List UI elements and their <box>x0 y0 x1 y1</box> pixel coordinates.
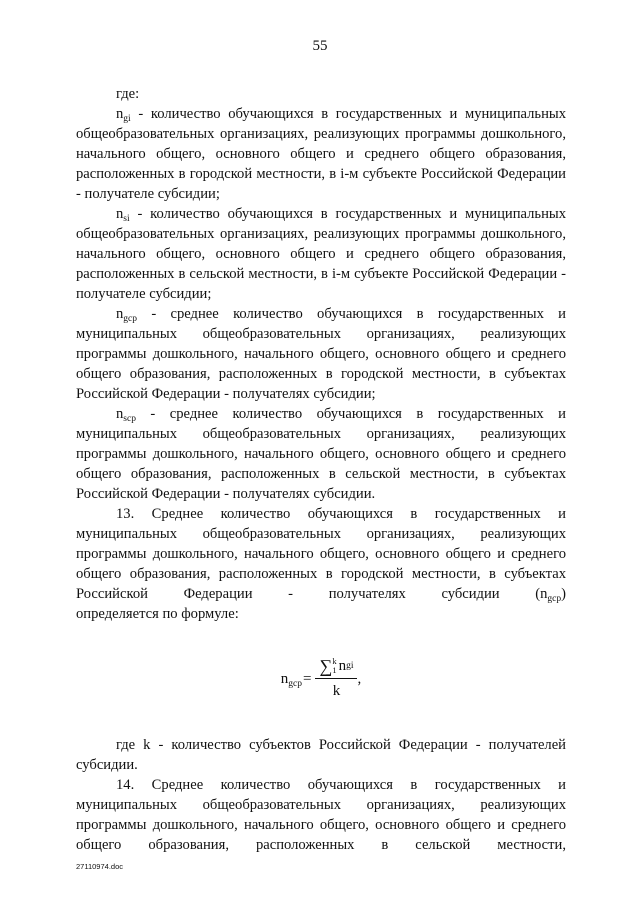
intro-text: где: <box>116 86 140 102</box>
numerator-variable: n <box>338 658 347 674</box>
closing-paren: ) <box>561 586 566 602</box>
definition-text: - среднее количество обучающихся в государственных и муниципальных общеобразовательных организациях, реализующих программы дошкольного, начального общего, основного общего и среднего общего образования, расположенных в сельской местности, в субъектах Российской Федерации - получателях субсидии. <box>76 406 566 502</box>
variable: n <box>116 106 124 122</box>
lhs-subscript: gcp <box>288 678 302 689</box>
sum-symbol: ∑ <box>319 656 333 676</box>
document-body <box>76 84 566 855</box>
variable-subscript: gcp <box>547 594 562 604</box>
definition-text: - количество обучающихся в государственных и муниципальных общеобразовательных организациях, реализующих программы дошкольного, начального общего, основного общего и среднего общего образования, расположенных в сельской местности, в i-м субъекте Российской Федерации - получателе субсидии; <box>76 206 566 302</box>
variable-subscript: gi <box>123 114 131 124</box>
footer-filename: 27110974.doc <box>76 862 123 871</box>
variable-subscript: scp <box>123 414 136 424</box>
paragraph-13-tail: определяется по формуле: <box>76 606 239 622</box>
definition-nscp <box>76 404 566 504</box>
lhs-variable: n <box>280 670 289 687</box>
variable: n <box>116 306 124 322</box>
definition-text: - количество обучающихся в государственных и муниципальных общеобразовательных организациях, реализующих программы дошкольного, начального общего, основного общего и среднего общего образования, расположенных в городской местности, в i-м субъекте Российской Федерации - получателе субсидии; <box>76 106 566 202</box>
paragraph-14: 14. Среднее количество обучающихся в государственных и муниципальных общеобразовательных организациях, реализующих программы дошкольного, начального общего, основного общего и среднего общего образования, расположенных в сельской местности, <box>76 777 566 853</box>
fraction <box>315 656 357 701</box>
variable: n <box>116 406 124 422</box>
definition-ngcp <box>76 304 566 404</box>
sum-upper-limit: k <box>332 656 337 666</box>
numerator: ∑ k 1 n gi <box>315 656 357 679</box>
definition-text: - среднее количество обучающихся в государственных и муниципальных общеобразовательных организациях, реализующих программы дошкольного, начального общего, основного общего и среднего общего образования, расположенных в городской местности, в субъектах Российской Федерации - получателях субсидии; <box>76 306 566 402</box>
paragraph-text: 13. Среднее количество обучающихся в государственных и муниципальных общеобразовательных организациях, реализующих программы дошкольного, начального общего, основного общего и среднего общего образования, расположенных в городской местности, в субъектах Российской Федерации - получателях субсидии ( <box>76 506 566 602</box>
formula <box>76 656 566 701</box>
variable-subscript: si <box>123 214 130 224</box>
variable: n <box>540 586 548 602</box>
page-number: 55 <box>312 38 328 54</box>
sum-lower-limit: 1 <box>332 665 337 675</box>
sum-limits <box>332 657 336 675</box>
formula-lhs <box>281 669 302 689</box>
definition-nsi <box>76 204 566 304</box>
equals-sign: = <box>303 670 312 687</box>
where-k-text: где k - количество субъектов Российской Федерации - получателей субсидии. <box>76 737 566 773</box>
variable: n <box>116 206 124 222</box>
definition-ngi <box>76 104 566 204</box>
paragraph-13 <box>76 504 566 604</box>
formula-trailing-comma: , <box>357 670 362 687</box>
denominator: k <box>332 683 341 699</box>
variable-subscript: gcp <box>123 314 138 324</box>
